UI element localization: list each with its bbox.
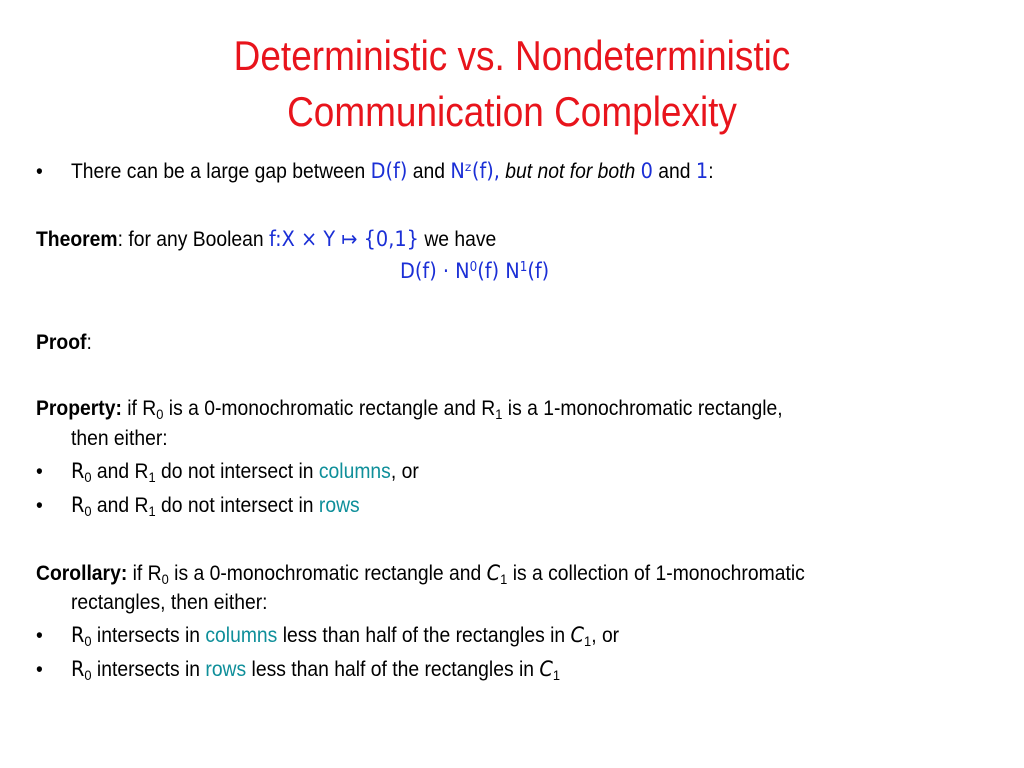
nz-term: Nᶻ(f), [450, 159, 500, 183]
property-label: Property: [36, 397, 122, 420]
df-term: D(f) [370, 159, 408, 183]
corollary-statement: Corollary: if $R_0$ is a 0-monochromatic rectangle and $C_1$ is a collection of 1-monochromatic [36, 561, 805, 587]
title-line-2: Communication Complexity [287, 88, 737, 135]
property-bullet-columns: • $R_0$ and $R_1$ do not intersect in columns, or [36, 459, 419, 485]
gap-bullet: • There can be a large gap between D(f) and Nᶻ(f), but not for both 0 and 1: [36, 156, 714, 187]
theorem-formula: $D(f) \cdot N^0(f)$ $N^1(f)$ [400, 259, 550, 283]
property-bullet-rows: • $R_0$ and $R_1$ do not intersect in rows [36, 493, 360, 519]
slide-title [61, 28, 962, 140]
bullet-icon: • [36, 460, 43, 483]
proof-label: Proof [36, 331, 87, 354]
theorem-label: Theorem [36, 228, 118, 251]
bullet-icon: • [36, 658, 43, 681]
function-signature: f:X × Y ↦ {0,1} [269, 227, 419, 251]
bullet-icon: • [36, 624, 43, 647]
title-line-1: Deterministic vs. Nondeterministic [233, 32, 791, 79]
theorem-statement: Theorem: for any Boolean f:X × Y ↦ {0,1} we have [36, 227, 497, 251]
corollary-bullet-columns: • $R_0$ intersects in columns less than half of the rectangles in $C_1$, or [36, 623, 620, 649]
proof-heading: Proof: [36, 331, 92, 354]
property-continuation: then either: [70, 427, 168, 450]
corollary-label: Corollary: [36, 562, 128, 585]
corollary-bullet-rows: • $R_0$ intersects in rows less than half of the rectangles in $C_1$ [36, 657, 561, 683]
property-statement: Property: if $R_0$ is a 0-monochromatic rectangle and $R_1$ is a 1-monochromatic rectangle, [36, 397, 783, 422]
bullet-icon: • [36, 494, 43, 517]
corollary-continuation: rectangles, then either: [70, 591, 268, 614]
bullet-icon: • [36, 160, 43, 183]
